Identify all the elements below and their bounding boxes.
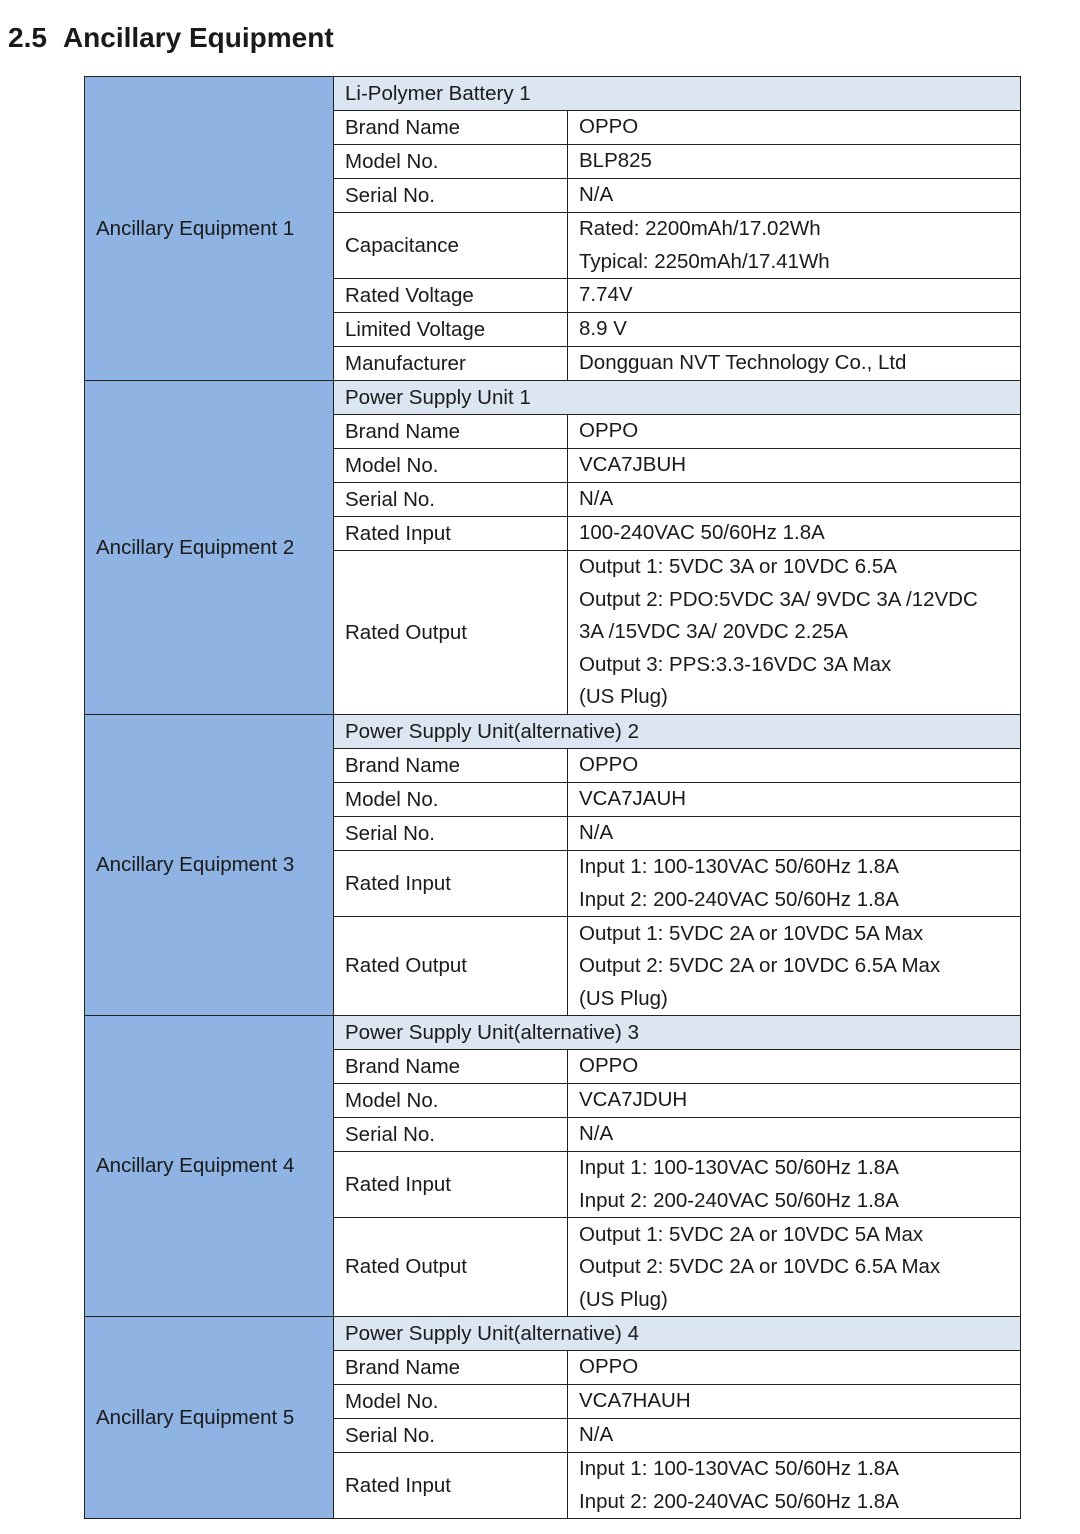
row-key: Model No. bbox=[334, 145, 568, 179]
row-value bbox=[568, 1218, 1021, 1317]
row-key: Model No. bbox=[334, 1385, 568, 1419]
row-value bbox=[568, 917, 1021, 1016]
value-line: OPPO bbox=[579, 115, 639, 139]
row-value bbox=[568, 279, 1021, 313]
value-line: Typical: 2250mAh/17.41Wh bbox=[579, 249, 830, 273]
value-line: N/A bbox=[579, 487, 614, 511]
row-value bbox=[568, 449, 1021, 483]
row-key: Serial No. bbox=[334, 817, 568, 851]
row-value bbox=[568, 111, 1021, 145]
row-key: Serial No. bbox=[334, 179, 568, 213]
value-line: Input 1: 100-130VAC 50/60Hz 1.8A bbox=[579, 855, 899, 879]
value-line: BLP825 bbox=[579, 149, 652, 173]
equipment-title: Power Supply Unit 1 bbox=[334, 381, 1021, 415]
equipment-label: Ancillary Equipment 4 bbox=[85, 1016, 334, 1317]
row-value bbox=[568, 1152, 1021, 1218]
value-line: (US Plug) bbox=[579, 986, 668, 1010]
row-value bbox=[568, 783, 1021, 817]
row-value bbox=[568, 483, 1021, 517]
value-line: OPPO bbox=[579, 419, 639, 443]
value-line: Output 1: 5VDC 2A or 10VDC 5A Max bbox=[579, 1222, 924, 1246]
row-key: Model No. bbox=[334, 783, 568, 817]
row-key: Rated Output bbox=[334, 1218, 568, 1317]
value-line: 7.74V bbox=[579, 283, 633, 307]
row-key: Rated Output bbox=[334, 551, 568, 715]
value-line: N/A bbox=[579, 1423, 614, 1447]
row-key: Brand Name bbox=[334, 415, 568, 449]
row-key: Brand Name bbox=[334, 1351, 568, 1385]
row-value bbox=[568, 749, 1021, 783]
value-line: Input 1: 100-130VAC 50/60Hz 1.8A bbox=[579, 1156, 899, 1180]
row-value bbox=[568, 817, 1021, 851]
row-key: Serial No. bbox=[334, 1118, 568, 1152]
equipment-label: Ancillary Equipment 5 bbox=[85, 1317, 334, 1519]
row-value bbox=[568, 1351, 1021, 1385]
equipment-title-row bbox=[85, 715, 1021, 749]
equipment-title-row bbox=[85, 1317, 1021, 1351]
row-value bbox=[568, 313, 1021, 347]
row-key: Serial No. bbox=[334, 1419, 568, 1453]
equipment-title: Li-Polymer Battery 1 bbox=[334, 77, 1021, 111]
value-line: Output 1: 5VDC 2A or 10VDC 5A Max bbox=[579, 921, 924, 945]
equipment-label: Ancillary Equipment 2 bbox=[85, 381, 334, 715]
row-value bbox=[568, 1419, 1021, 1453]
value-line: N/A bbox=[579, 1122, 614, 1146]
section-title: Ancillary Equipment bbox=[62, 22, 334, 53]
value-line: Dongguan NVT Technology Co., Ltd bbox=[579, 351, 907, 375]
value-line: VCA7HAUH bbox=[579, 1389, 691, 1413]
row-value bbox=[568, 851, 1021, 917]
row-key: Rated Voltage bbox=[334, 279, 568, 313]
value-line: Input 2: 200-240VAC 50/60Hz 1.8A bbox=[579, 1188, 899, 1212]
row-value bbox=[568, 415, 1021, 449]
row-value bbox=[568, 145, 1021, 179]
row-key: Serial No. bbox=[334, 483, 568, 517]
value-line: Input 2: 200-240VAC 50/60Hz 1.8A bbox=[579, 1489, 899, 1513]
row-key: Rated Output bbox=[334, 917, 568, 1016]
value-line: Rated: 2200mAh/17.02Wh bbox=[579, 217, 821, 241]
row-value bbox=[568, 551, 1021, 715]
row-key: Brand Name bbox=[334, 1050, 568, 1084]
value-line: Output 2: PDO:5VDC 3A/ 9VDC 3A /12VDC bbox=[579, 587, 978, 611]
row-key: Model No. bbox=[334, 449, 568, 483]
value-line: Output 2: 5VDC 2A or 10VDC 6.5A Max bbox=[579, 1255, 941, 1278]
row-key: Rated Input bbox=[334, 851, 568, 917]
value-line: N/A bbox=[579, 821, 614, 845]
row-key: Rated Input bbox=[334, 1453, 568, 1519]
row-key: Rated Input bbox=[334, 517, 568, 551]
row-key: Brand Name bbox=[334, 749, 568, 783]
value-line: (US Plug) bbox=[579, 1287, 668, 1311]
value-line: VCA7JBUH bbox=[579, 453, 687, 477]
row-value bbox=[568, 1050, 1021, 1084]
value-line: N/A bbox=[579, 183, 614, 207]
table-body bbox=[85, 77, 1021, 1519]
value-line: Input 1: 100-130VAC 50/60Hz 1.8A bbox=[579, 1457, 899, 1481]
value-line: 8.9 V bbox=[579, 317, 627, 341]
value-line: Output 1: 5VDC 3A or 10VDC 6.5A bbox=[579, 555, 897, 579]
value-line: Input 2: 200-240VAC 50/60Hz 1.8A bbox=[579, 887, 899, 911]
value-line: 100-240VAC 50/60Hz 1.8A bbox=[579, 521, 825, 545]
equipment-title: Power Supply Unit(alternative) 4 bbox=[334, 1317, 1021, 1351]
equipment-title-row bbox=[85, 77, 1021, 111]
row-key: Model No. bbox=[334, 1084, 568, 1118]
value-line: VCA7JDUH bbox=[579, 1088, 688, 1112]
row-key: Limited Voltage bbox=[334, 313, 568, 347]
section-heading bbox=[8, 22, 334, 54]
row-value bbox=[568, 179, 1021, 213]
row-key: Rated Input bbox=[334, 1152, 568, 1218]
equipment-label: Ancillary Equipment 1 bbox=[85, 77, 334, 381]
value-line: OPPO bbox=[579, 753, 639, 777]
row-value bbox=[568, 517, 1021, 551]
row-value bbox=[568, 1385, 1021, 1419]
value-line: VCA7JAUH bbox=[579, 787, 687, 811]
value-line: Output 2: 5VDC 2A or 10VDC 6.5A Max bbox=[579, 954, 941, 978]
row-key: Manufacturer bbox=[334, 347, 568, 381]
equipment-title-row bbox=[85, 381, 1021, 415]
row-value bbox=[568, 1453, 1021, 1519]
equipment-title-row bbox=[85, 1016, 1021, 1050]
value-line: (US Plug) bbox=[579, 685, 668, 709]
value-line: 3A /15VDC 3A/ 20VDC 2.25A bbox=[579, 620, 848, 644]
equipment-title: Power Supply Unit(alternative) 2 bbox=[334, 715, 1021, 749]
value-line: OPPO bbox=[579, 1054, 639, 1078]
row-value bbox=[568, 347, 1021, 381]
row-key: Capacitance bbox=[334, 213, 568, 279]
row-value bbox=[568, 1118, 1021, 1152]
equipment-label: Ancillary Equipment 3 bbox=[85, 715, 334, 1016]
row-value bbox=[568, 1084, 1021, 1118]
value-line: OPPO bbox=[579, 1355, 639, 1379]
row-key: Brand Name bbox=[334, 111, 568, 145]
equipment-title: Power Supply Unit(alternative) 3 bbox=[334, 1016, 1021, 1050]
row-value bbox=[568, 213, 1021, 279]
value-line: Output 3: PPS:3.3-16VDC 3A Max bbox=[579, 652, 892, 676]
section-number: 2.5 bbox=[8, 22, 47, 53]
ancillary-equipment-table bbox=[84, 76, 1021, 1519]
